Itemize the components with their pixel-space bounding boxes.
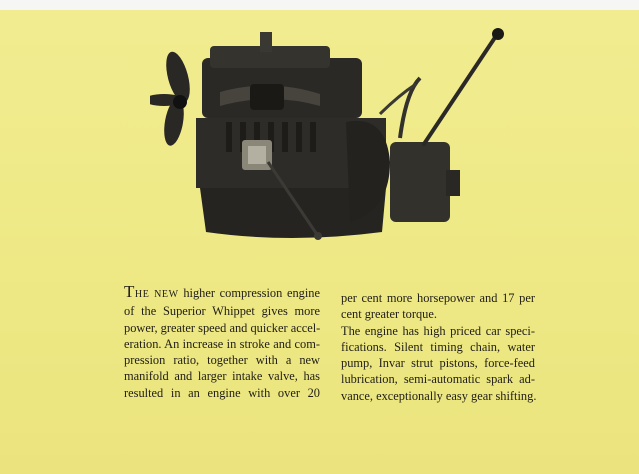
- fan-icon: [150, 49, 194, 147]
- drop-cap: T: [124, 282, 135, 301]
- text-line-12: pump, Invar strut pistons, force-feed: [341, 356, 535, 371]
- text-line-7: resulted in an engine with over 20: [124, 385, 320, 400]
- paragraph-right: [341, 290, 535, 404]
- line1-rest: higher compression engine: [178, 286, 321, 300]
- text-line-14: vance, exceptionally easy gear shifting.: [341, 388, 537, 403]
- text-line-2: of the Superior Whippet gives more: [124, 304, 320, 319]
- text-line-6: manifold and larger intake valve, has: [124, 369, 320, 384]
- engine-icon: [150, 22, 520, 252]
- text-line-9: cent greater torque.: [341, 307, 437, 322]
- scan-top-edge: [0, 0, 639, 10]
- paragraph-left: [124, 284, 320, 401]
- text-line-10: The engine has high priced car speci-: [341, 323, 535, 338]
- text-line-4: eration. An increase in stroke and com-: [124, 336, 320, 351]
- text-line-11: fications. Silent timing chain, water: [341, 339, 535, 354]
- text-line-1: [124, 284, 320, 303]
- lead-smallcaps: HE NEW: [134, 289, 179, 300]
- text-line-8: per cent more horsepower and 17 per: [341, 291, 535, 305]
- text-line-5: pression ratio, together with a new: [124, 353, 320, 368]
- text-line-13: lubrication, semi-automatic spark ad-: [341, 372, 535, 387]
- text-line-3: power, greater speed and quicker accel-: [124, 320, 321, 335]
